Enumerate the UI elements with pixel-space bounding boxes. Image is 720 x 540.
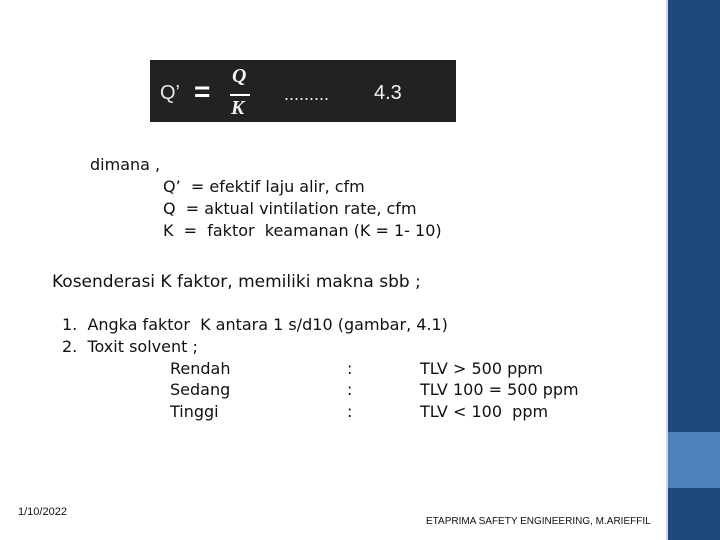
definition-k: K = faktor keamanan (K = 1- 10) (163, 221, 442, 240)
formula-denominator: K (231, 97, 245, 119)
level-name-sedang: Sedang (170, 380, 231, 399)
formula-lhs: Q’ (160, 82, 180, 104)
level-sep-tinggi: : (347, 402, 353, 421)
formula-numerator: Q (232, 65, 247, 87)
footer-credit: ETAPRIMA SAFETY ENGINEERING, M.ARIEFFIL (426, 516, 651, 527)
level-value-tinggi: TLV < 100 ppm (420, 402, 549, 421)
definitions-intro: dimana , (90, 155, 161, 174)
list-item-2: 2. Toxit solvent ; (62, 337, 198, 356)
formula-equals: = (194, 76, 211, 107)
section-heading: Kosenderasi K faktor, memiliki makna sbb ; (52, 272, 421, 292)
right-sidebar-decoration (666, 0, 720, 540)
list-item-1: 1. Angka faktor K antara 1 s/d10 (gambar, 4.1) (62, 315, 448, 334)
sidebar-light-tile (668, 432, 720, 488)
level-value-sedang: TLV 100 = 500 ppm (420, 380, 579, 399)
level-name-rendah: Rendah (170, 359, 231, 378)
definition-q-prime: Q’ = efektif laju alir, cfm (163, 177, 365, 196)
fraction-bar (230, 94, 250, 96)
equation-number: 4.3 (374, 82, 402, 104)
formula-image (150, 60, 456, 122)
formula-dots: ......... (284, 84, 330, 104)
level-sep-sedang: : (347, 380, 353, 399)
definition-q: Q = aktual vintilation rate, cfm (163, 199, 417, 218)
level-sep-rendah: : (347, 359, 353, 378)
level-name-tinggi: Tinggi (170, 402, 219, 421)
level-value-rendah: TLV > 500 ppm (420, 359, 543, 378)
footer-date: 1/10/2022 (18, 506, 67, 518)
